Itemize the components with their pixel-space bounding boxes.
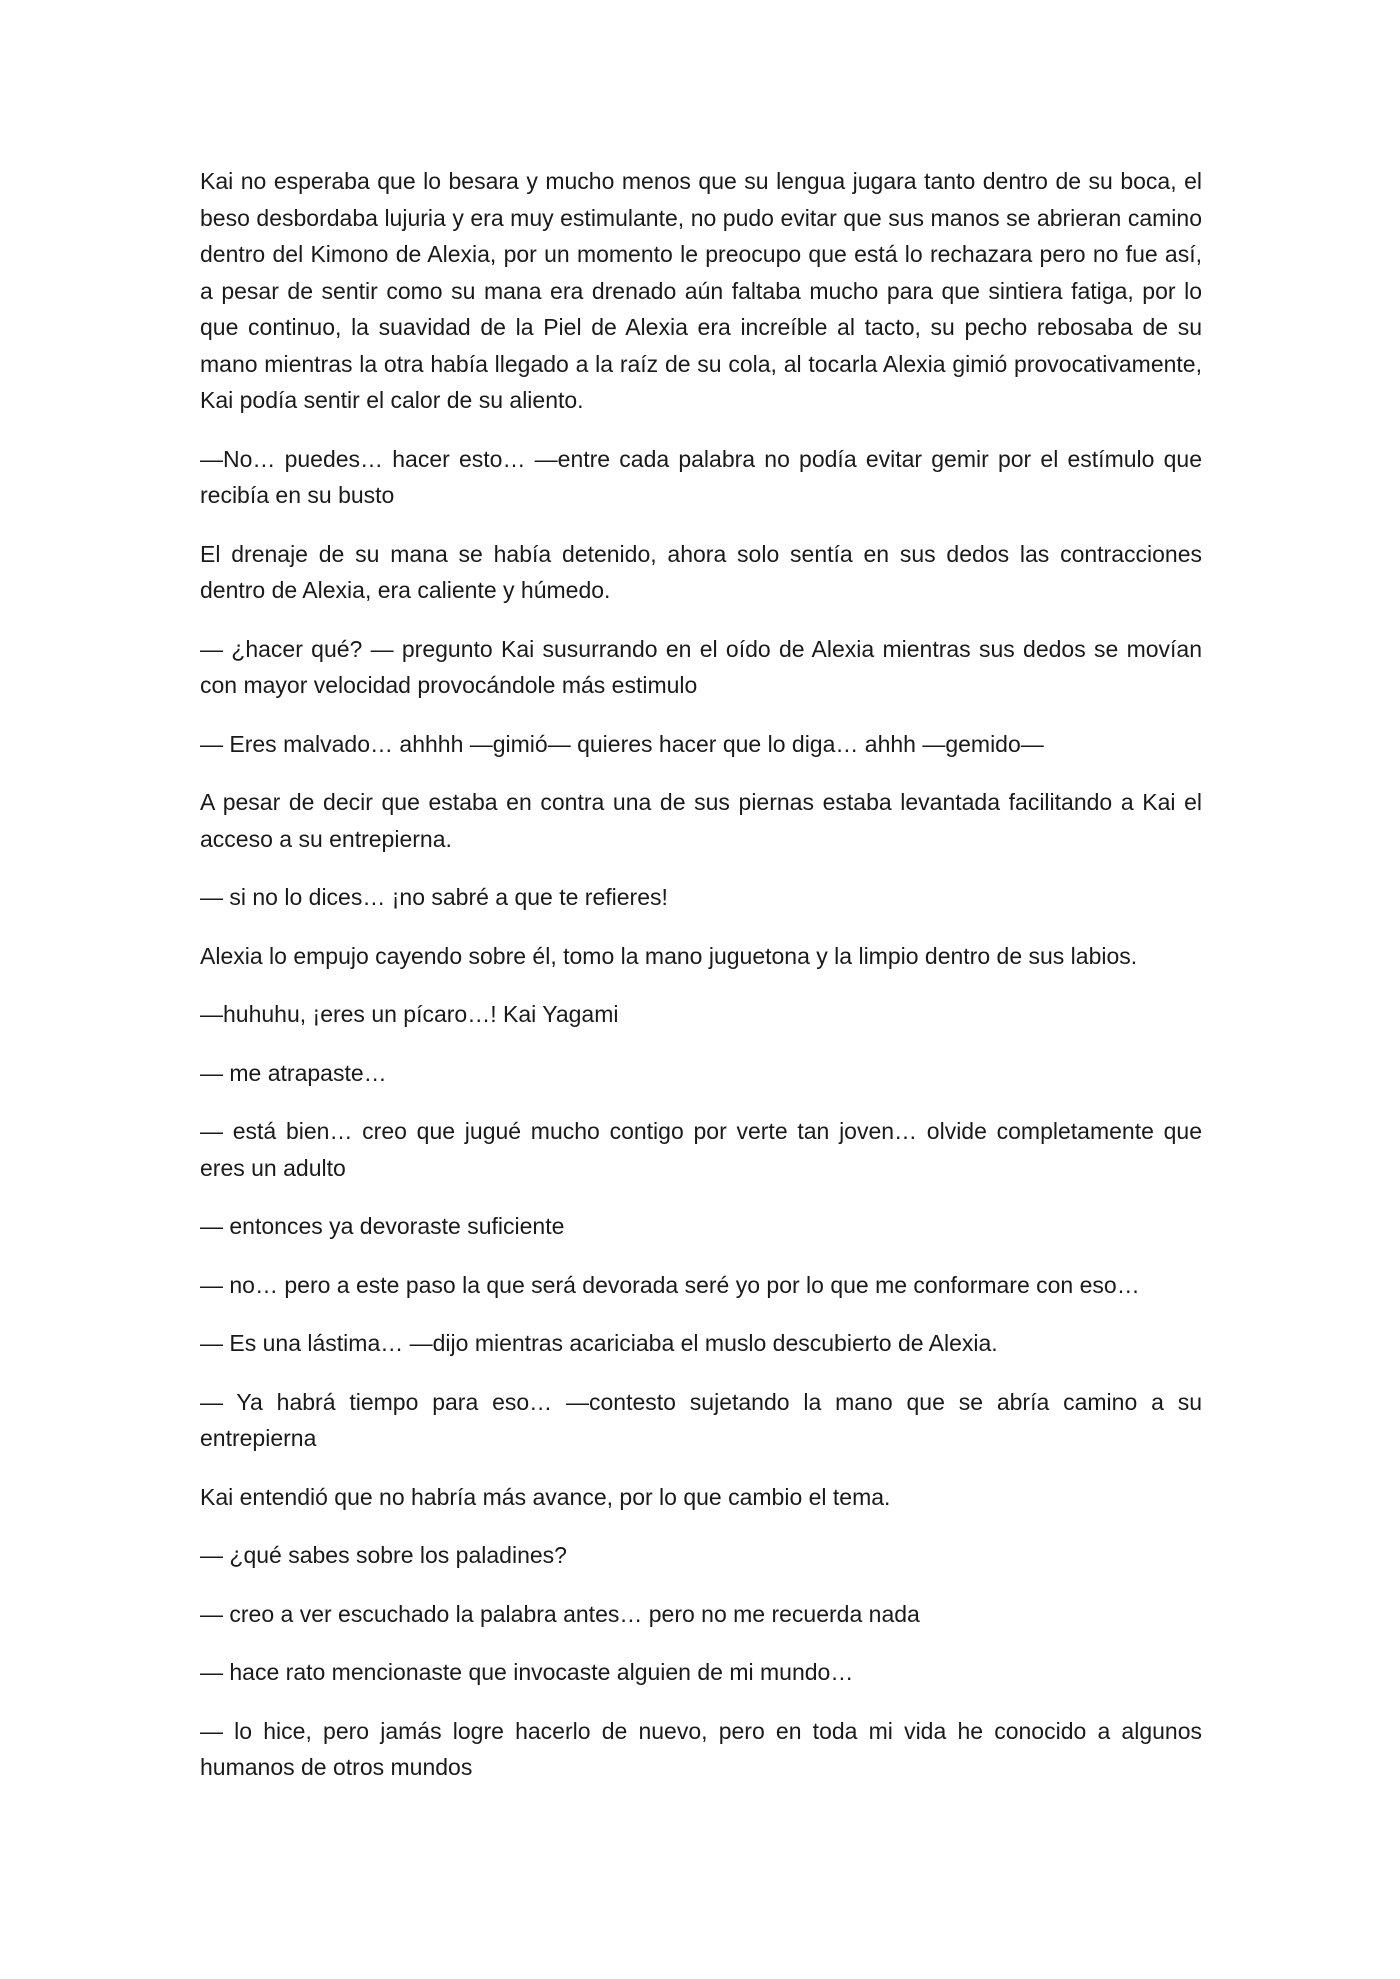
paragraph-7: — si no lo dices… ¡no sabré a que te refieres! (200, 884, 668, 910)
paragraph-15: — Ya habrá tiempo para eso… —contesto sujetando la mano que se abría camino a su entrepierna (200, 1388, 1202, 1451)
paragraph-12: — entonces ya devoraste suficiente (200, 1213, 565, 1239)
paragraph-4: — ¿hacer qué? — pregunto Kai susurrando en el oído de Alexia mientras sus dedos se movían con mayor velocidad provocándole más estimulo (200, 635, 1202, 698)
paragraph-2: —No… puedes… hacer esto… —entre cada palabra no podía evitar gemir por el estímulo que recibía en su busto (200, 445, 1202, 508)
paragraph-13: — no… pero a este paso la que será devorada seré yo por lo que me conformare con eso… (200, 1271, 1140, 1298)
paragraph-17: — ¿qué sabes sobre los paladines? (200, 1542, 567, 1568)
paragraph-8: Alexia lo empujo cayendo sobre él, tomo la mano juguetona y la limpio dentro de sus labios. (200, 942, 1138, 969)
paragraph-10: — me atrapaste… (200, 1059, 387, 1086)
body-text (200, 163, 1202, 1808)
paragraph-20: — lo hice, pero jamás logre hacerlo de nuevo, pero en toda mi vida he conocido a algunos humanos de otros mundos (200, 1717, 1202, 1780)
paragraph-6: A pesar de decir que estaba en contra una de sus piernas estaba levantada facilitando a Kai el acceso a su entrepierna. (200, 789, 1202, 852)
paragraph-18: — creo a ver escuchado la palabra antes… pero no me recuerda nada (200, 1600, 920, 1627)
paragraph-3: El drenaje de su mana se había detenido, ahora solo sentía en sus dedos las contracciones dentro de Alexia, era caliente y húmedo. (200, 540, 1202, 603)
paragraph-1: Kai no esperaba que lo besara y mucho menos que su lengua jugara tanto dentro de su boca, el beso desbordaba lujuria y era muy estimulante, no pudo evitar que sus manos se abrieran camino dentro del Kimono de Alexia, por un momento le preocupo que está lo rechazara pero no fue así, a pesar de sentir como su mana era drenado aún faltaba mucho para que sintiera fatiga, por lo que continuo, la suavidad de la Piel de Alexia era increíble al tacto, su pecho rebosaba de su mano mientras la otra había llegado a la raíz de su cola, al tocarla Alexia gimió provocativamente, Kai podía sentir el calor de su aliento. (200, 168, 1202, 413)
paragraph-11: — está bien… creo que jugué mucho contigo por verte tan joven… olvide completamente que eres un adulto (200, 1118, 1202, 1181)
paragraph-9: —huhuhu, ¡eres un pícaro…! Kai Yagami (200, 1001, 619, 1027)
paragraph-19: — hace rato mencionaste que invocaste alguien de mi mundo… (200, 1659, 854, 1685)
paragraph-16: Kai entendió que no habría más avance, por lo que cambio el tema. (200, 1483, 891, 1510)
paragraph-14: — Es una lástima… —dijo mientras acariciaba el muslo descubierto de Alexia. (200, 1330, 998, 1356)
paragraph-5: — Eres malvado… ahhhh —gimió— quieres hacer que lo diga… ahhh —gemido— (200, 730, 1044, 757)
